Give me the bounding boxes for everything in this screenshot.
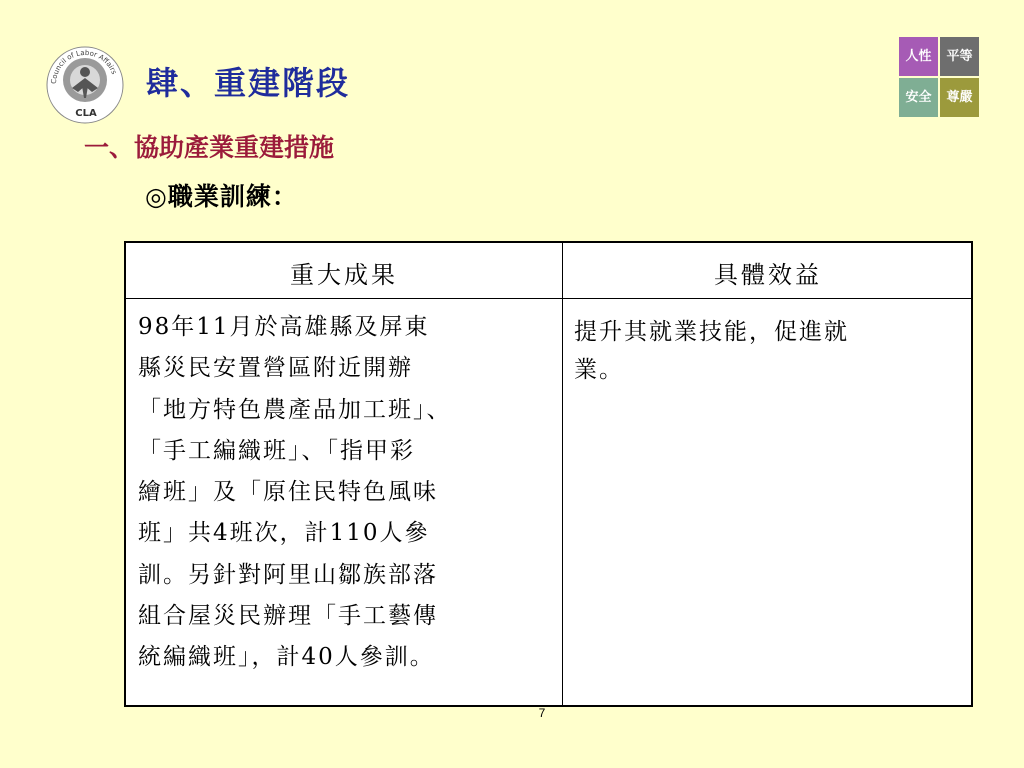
table-cell-benefits xyxy=(574,313,969,389)
table-cell-results xyxy=(138,307,558,679)
table-header-results: 重大成果 xyxy=(290,261,398,289)
page-title: 肆、重建階段 xyxy=(146,64,351,102)
results-line: 「地方特色農產品加工班」、 xyxy=(138,396,452,423)
badge-cell-safety: 安全 xyxy=(898,77,939,118)
table-header-divider xyxy=(126,298,971,299)
results-line: 98年11月於高雄縣及屏東 xyxy=(138,314,430,340)
badge-cell-dignity: 尊嚴 xyxy=(939,77,980,118)
bullet-heading: ◎職業訓練： xyxy=(145,182,298,211)
results-line: 班」共4班次，計110人參 xyxy=(138,520,430,547)
results-line: 組合屋災民辦理「手工藝傳 xyxy=(138,603,438,630)
benefits-line: 提升其就業技能，促進就 xyxy=(574,319,849,345)
badge-cell-equality: 平等 xyxy=(939,36,980,77)
results-line: 「手工編織班」、「指甲彩 xyxy=(138,437,415,464)
cla-logo xyxy=(44,44,126,126)
page-number: 7 xyxy=(538,706,546,720)
logo-abbr: CLA xyxy=(75,108,97,119)
table-column-divider xyxy=(562,243,563,705)
table-header-benefits: 具體效益 xyxy=(714,261,822,289)
benefits-line: 業。 xyxy=(574,357,624,383)
results-line: 繪班」及「原住民特色風味 xyxy=(138,479,438,506)
values-badge xyxy=(898,36,980,118)
badge-cell-humanity: 人性 xyxy=(898,36,939,77)
results-line: 訓。另針對阿里山鄒族部落 xyxy=(138,561,438,588)
logo-arc-text: Council of Labor Affairs xyxy=(49,48,119,85)
results-line: 縣災民安置營區附近開辦 xyxy=(138,355,413,382)
section-subtitle: 一、協助產業重建措施 xyxy=(84,133,335,162)
results-line: 統編織班」，計40人參訓。 xyxy=(138,644,435,671)
results-table xyxy=(124,241,973,707)
